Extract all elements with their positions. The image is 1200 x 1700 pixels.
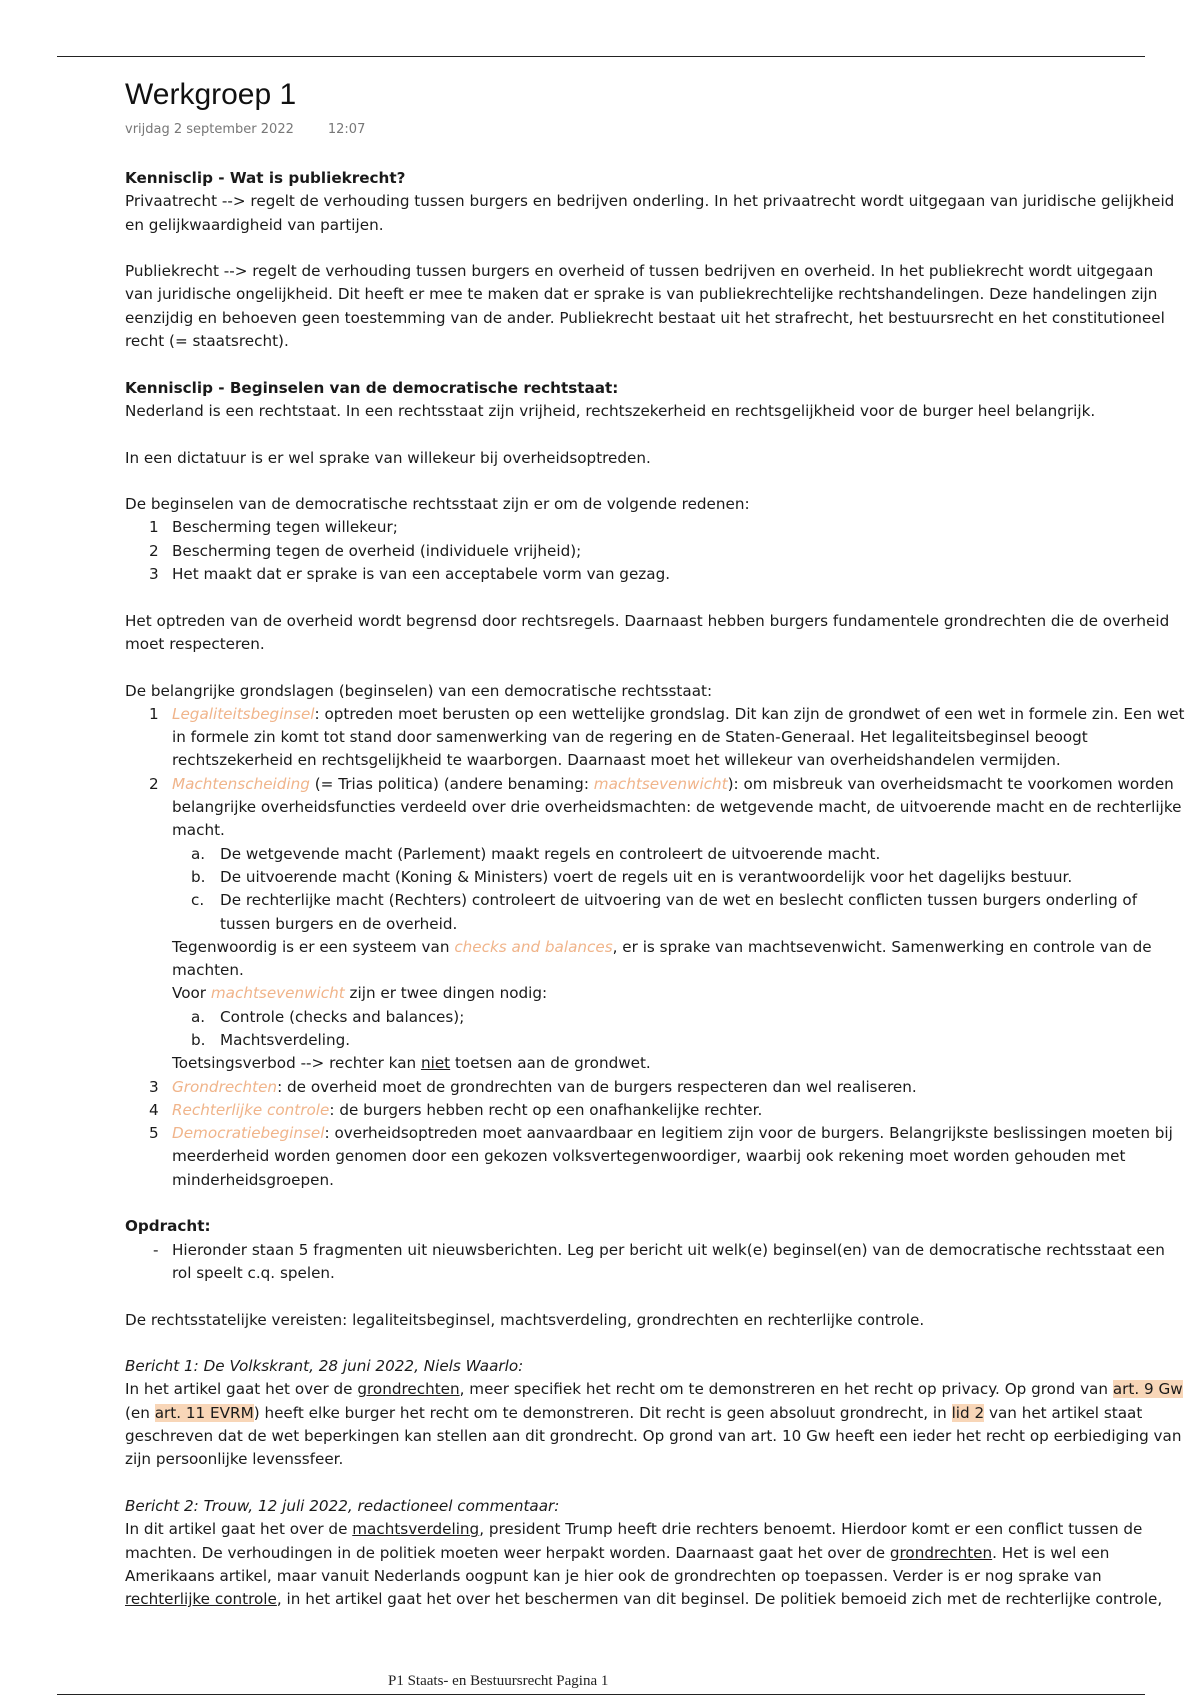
- list-item: b. De uitvoerende macht (Koning & Ministers) voert de regels uit en is verantwoordelijk voor het dagelijks bestuur.: [191, 867, 1073, 886]
- principle-machtenscheiding: 2 Machtenscheiding (= Trias politica) (andere benaming: machtsevenwicht): om misbreuk van overheidsmacht te voorkomen worden belangrijke overheidsfuncties verdeeld over drie overheidsmachten: de wetgevende macht, de uitvoerende macht en de rechterlijke macht.: [149, 774, 1182, 840]
- paragraph-rechtstaat: Nederland is een rechtstaat. In een rechtsstaat zijn vrijheid, rechtszekerheid en rechtsgelijkheid voor de burger heel belangrijk.: [125, 401, 1096, 420]
- paragraph-redenen: De beginselen van de democratische rechtsstaat zijn er om de volgende redenen:: [125, 495, 750, 514]
- page-title: Werkgroep 1: [125, 78, 297, 111]
- paragraph-grondslagen: De belangrijke grondslagen (beginselen) van een democratische rechtsstaat:: [125, 681, 713, 700]
- paragraph-dictatuur: In een dictatuur is er wel sprake van willekeur bij overheidsoptreden.: [125, 448, 651, 467]
- machtsevenwicht-text: Voor machtsevenwicht zijn er twee dingen nodig:: [172, 984, 548, 1003]
- toetsingsverbod-text: Toetsingsverbod --> rechter kan niet toetsen aan de grondwet.: [172, 1054, 651, 1073]
- principle-grondrechten: 3 Grondrechten: de overheid moet de grondrechten van de burgers respecteren dan wel realiseren.: [149, 1077, 917, 1096]
- list-item: 3 Het maakt dat er sprake is van een acceptabele vorm van gezag.: [149, 565, 671, 584]
- bericht-2-title: Bericht 2: Trouw, 12 juli 2022, redactioneel commentaar:: [125, 1496, 560, 1515]
- term-legaliteitsbeginsel: Legaliteitsbeginsel: [172, 704, 315, 723]
- principle-rechterlijke-controle: 4 Rechterlijke controle: de burgers hebben recht op een onafhankelijke rechter.: [149, 1100, 763, 1119]
- page-footer: P1 Staats- en Bestuursrecht Pagina 1: [388, 1673, 609, 1689]
- term-rechterlijke-controle: Rechterlijke controle: [172, 1100, 330, 1119]
- paragraph-rechtsregels: Het optreden van de overheid wordt begrensd door rechtsregels. Daarnaast hebben burgers fundamentele grondrechten die de overheid moet respecteren.: [125, 611, 1170, 653]
- note-page: [125, 75, 1185, 1611]
- term-machtenscheiding: Machtenscheiding: [172, 774, 310, 793]
- list-item: c. De rechterlijke macht (Rechters) controleert de uitvoering van de wet en beslecht conflicten tussen burgers onderling of tussen burgers en de overheid.: [191, 891, 1138, 933]
- header-rule: [57, 56, 1145, 57]
- list-item: a. De wetgevende macht (Parlement) maakt regels en controleert de uitvoerende macht.: [191, 844, 881, 863]
- list-item: a. Controle (checks and balances);: [191, 1007, 465, 1026]
- term-checks-and-balances: checks and balances: [454, 937, 613, 956]
- list-item: - Hieronder staan 5 fragmenten uit nieuwsberichten. Leg per bericht uit welk(e) beginsel(en) van de democratische rechtsstaat een rol speelt c.q. spelen.: [153, 1240, 1165, 1282]
- principle-democratie: 5 Democratiebeginsel: overheidsoptreden moet aanvaardbaar en legitiem zijn voor de burgers. Belangrijkste beslissingen moeten bij meerderheid worden genomen door een gekozen volksvertegenwoordiger, waarbij ook rekening moet worden gehouden met minderheidsgroepen.: [149, 1124, 1173, 1189]
- section-heading-beginselen: Kennisclip - Beginselen van de democratische rechtstaat:: [125, 378, 619, 397]
- section-heading-publiekrecht: Kennisclip - Wat is publiekrecht?: [125, 169, 406, 187]
- bericht-1-title: Bericht 1: De Volkskrant, 28 juni 2022, Niels Waarlo:: [125, 1357, 524, 1376]
- principle-legaliteit: 1 Legaliteitsbeginsel: optreden moet berusten op een wettelijke grondslag. Dit kan zijn de grondwet of een wet in formele zin. Een wet in formele zin komt tot stand door samenwerking van de regering en de Staten-Generaal. Het legaliteitsbeginsel beoogt rechtszekerheid en rechtsgelijkheid te waarborgen. Daarnaast moet het willekeur van overheidshandelen vermijden.: [149, 704, 1185, 770]
- term-democratiebeginsel: Democratiebeginsel: [172, 1124, 325, 1143]
- section-heading-opdracht: Opdracht:: [125, 1217, 211, 1236]
- principles-list: [125, 703, 1185, 1192]
- note-date: vrijdag 2 september 2022: [125, 122, 294, 137]
- term-machtsevenwicht-2: machtsevenwicht: [210, 984, 345, 1003]
- footer-rule: [57, 1694, 1145, 1695]
- checks-and-balances-text: Tegenwoordig is er een systeem van checks and balances, er is sprake van machtsevenwicht. Samenwerking en controle van de machten.: [172, 937, 1152, 980]
- paragraph-vereisten: De rechtsstatelijke vereisten: legaliteitsbeginsel, machtsverdeling, grondrechten en rechterlijke controle.: [125, 1310, 925, 1329]
- term-grondrechten: Grondrechten: [172, 1077, 278, 1096]
- list-item: b. Machtsverdeling.: [191, 1030, 351, 1049]
- paragraph-publiekrecht: Publiekrecht --> regelt de verhouding tussen burgers en overheid of tussen bedrijven en overheid. In het publiekrecht wordt uitgegaan van juridische ongelijkheid. Dit heeft er mee te maken dat er sprake is van publiekrechtelijke rechtshandelingen. Deze handelingen zijn eenzijdig en behoeven geen toestemming van de ander. Publiekrecht bestaat uit het strafrecht, het bestuursrecht en het constitutioneel recht (= staatsrecht).: [125, 262, 1165, 351]
- reasons-list: [125, 516, 1185, 586]
- note-meta: [125, 119, 1185, 141]
- bericht-1-text: In het artikel gaat het over de grondrechten, meer specifiek het recht om te demonstreren en het recht op privacy. Op grond van art. 9 Gw (en art. 11 EVRM) heeft elke burger het recht om te demonstreren. Dit recht is geen absoluut grondrecht, in lid 2 van het artikel staat geschreven dat de wet beperkingen kan stellen aan dit grondrecht. Op grond van art. 10 Gw heeft een ieder het recht op eerbiediging van zijn persoonlijke levenssfeer.: [125, 1380, 1183, 1469]
- list-item: 1 Bescherming tegen willekeur;: [149, 518, 398, 537]
- note-time: 12:07: [327, 122, 366, 137]
- paragraph-privaatrecht: Privaatrecht --> regelt de verhouding tussen burgers en bedrijven onderling. In het privaatrecht wordt uitgegaan van juridische gelijkheid en gelijkwaardigheid van partijen.: [125, 192, 1175, 234]
- bericht-2-text: In dit artikel gaat het over de machtsverdeling, president Trump heeft drie rechters benoemt. Hierdoor komt er een conflict tussen de machten. De verhoudingen in de politiek moeten weer herpakt worden. Daarnaast gaat het over de grondrechten. Het is wel een Amerikaans artikel, maar vanuit Nederlands oogpunt kan je hier ook de grondrechten op toepassen. Verder is er nog sprake van rechterlijke controle, in het artikel gaat het over het beschermen van dit beginsel. De politiek bemoeid zich met de rechterlijke controle,: [125, 1520, 1163, 1609]
- list-item: 2 Bescherming tegen de overheid (individuele vrijheid);: [149, 541, 582, 560]
- term-machtsevenwicht: machtsevenwicht: [593, 774, 728, 793]
